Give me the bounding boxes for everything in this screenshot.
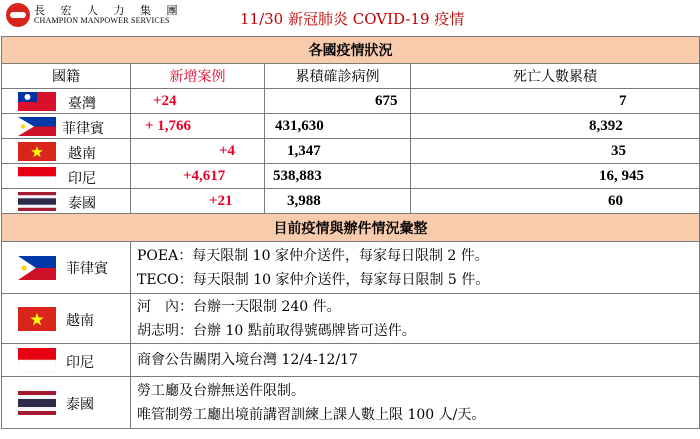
country-name: 印尼 <box>68 171 96 187</box>
country-name: 菲律賓 <box>66 261 108 277</box>
info-line: 唯管制勞工廳出境前講習訓練上課人數上限 100 人/天。 <box>137 406 486 423</box>
country-cell <box>2 242 131 294</box>
info-line: POEA：每天限制 10 家仲介送件，每家每日限制 2 件。 <box>137 247 489 264</box>
total-cases-value: 3,988 <box>265 189 411 214</box>
total-cases-value: 1,347 <box>265 139 411 164</box>
country-cell <box>2 189 131 214</box>
philippines-flag-icon <box>18 117 56 136</box>
table-row <box>2 294 700 344</box>
info-cell <box>131 377 700 429</box>
country-name: 越南 <box>66 313 94 329</box>
vietnam-flag-icon <box>18 307 56 331</box>
table-row <box>2 344 700 377</box>
deaths-value: 16, 945 <box>411 164 700 189</box>
table-row <box>2 164 700 189</box>
table-row <box>2 377 700 429</box>
country-name: 菲律賓 <box>62 121 104 137</box>
info-line: 商會公告關閉入境台灣 12/4-12/17 <box>137 352 358 368</box>
country-name: 泰國 <box>66 397 94 413</box>
new-cases-value: +4,617 <box>131 164 265 189</box>
section-title-country-status: 各國疫情狀況 <box>2 37 700 64</box>
table-row <box>2 189 700 214</box>
deaths-value: 8,392 <box>411 114 700 139</box>
new-cases-value: +21 <box>131 189 265 214</box>
new-cases-value: +24 <box>131 89 265 114</box>
deaths-value: 7 <box>411 89 700 114</box>
thailand-flag-icon <box>18 391 56 415</box>
company-name-en: CHAMPION MANPOWER SERVICES <box>34 16 170 25</box>
page-header <box>0 0 700 34</box>
info-line: 勞工廳及台辦無送件限制。 <box>137 382 305 399</box>
column-header-new-cases: 新增案例 <box>131 64 265 89</box>
thailand-flag-icon <box>18 192 56 211</box>
company-name-cn: 長 宏 人 力 集 團 <box>34 4 184 17</box>
table-row <box>2 114 700 139</box>
total-cases-value: 675 <box>265 89 411 114</box>
vietnam-flag-icon <box>18 142 56 161</box>
covid-table <box>1 36 700 429</box>
table-row <box>2 242 700 294</box>
column-header-nationality: 國籍 <box>2 64 131 89</box>
new-cases-value: + 1,766 <box>131 114 265 139</box>
total-cases-value: 431,630 <box>265 114 411 139</box>
philippines-flag-icon <box>18 256 56 280</box>
country-name: 泰國 <box>68 196 96 212</box>
country-name: 臺灣 <box>68 96 96 112</box>
info-cell <box>131 242 700 294</box>
country-cell <box>2 344 131 377</box>
section-title-processing-status: 目前疫情與辦件情況彙整 <box>2 214 700 242</box>
country-cell <box>2 139 131 164</box>
column-header-total-cases: 累積確診病例 <box>265 64 411 89</box>
country-name: 越南 <box>68 146 96 162</box>
table-row <box>2 89 700 114</box>
country-cell <box>2 164 131 189</box>
info-line: 胡志明：台辦 10 點前取得號碼牌皆可送件。 <box>137 322 416 339</box>
column-header-deaths: 死亡人數累積 <box>411 64 700 89</box>
taiwan-flag-icon <box>18 92 56 111</box>
country-name: 印尼 <box>66 355 94 371</box>
info-cell <box>131 294 700 344</box>
info-line: 河 內：台辦一天限制 240 件。 <box>137 298 341 315</box>
info-line: TECO：每天限制 10 家仲介送件，每家每日限制 5 件。 <box>137 271 490 288</box>
page-title: 11/30 新冠肺炎 COVID-19 疫情 <box>240 10 465 28</box>
company-logo-icon <box>6 3 30 27</box>
indonesia-flag-icon <box>18 348 56 372</box>
info-cell <box>131 344 700 377</box>
table-row <box>2 139 700 164</box>
country-cell <box>2 377 131 429</box>
country-cell <box>2 89 131 114</box>
total-cases-value: 538,883 <box>265 164 411 189</box>
country-cell <box>2 294 131 344</box>
deaths-value: 35 <box>411 139 700 164</box>
deaths-value: 60 <box>411 189 700 214</box>
country-cell <box>2 114 131 139</box>
indonesia-flag-icon <box>18 167 56 186</box>
new-cases-value: +4 <box>131 139 265 164</box>
